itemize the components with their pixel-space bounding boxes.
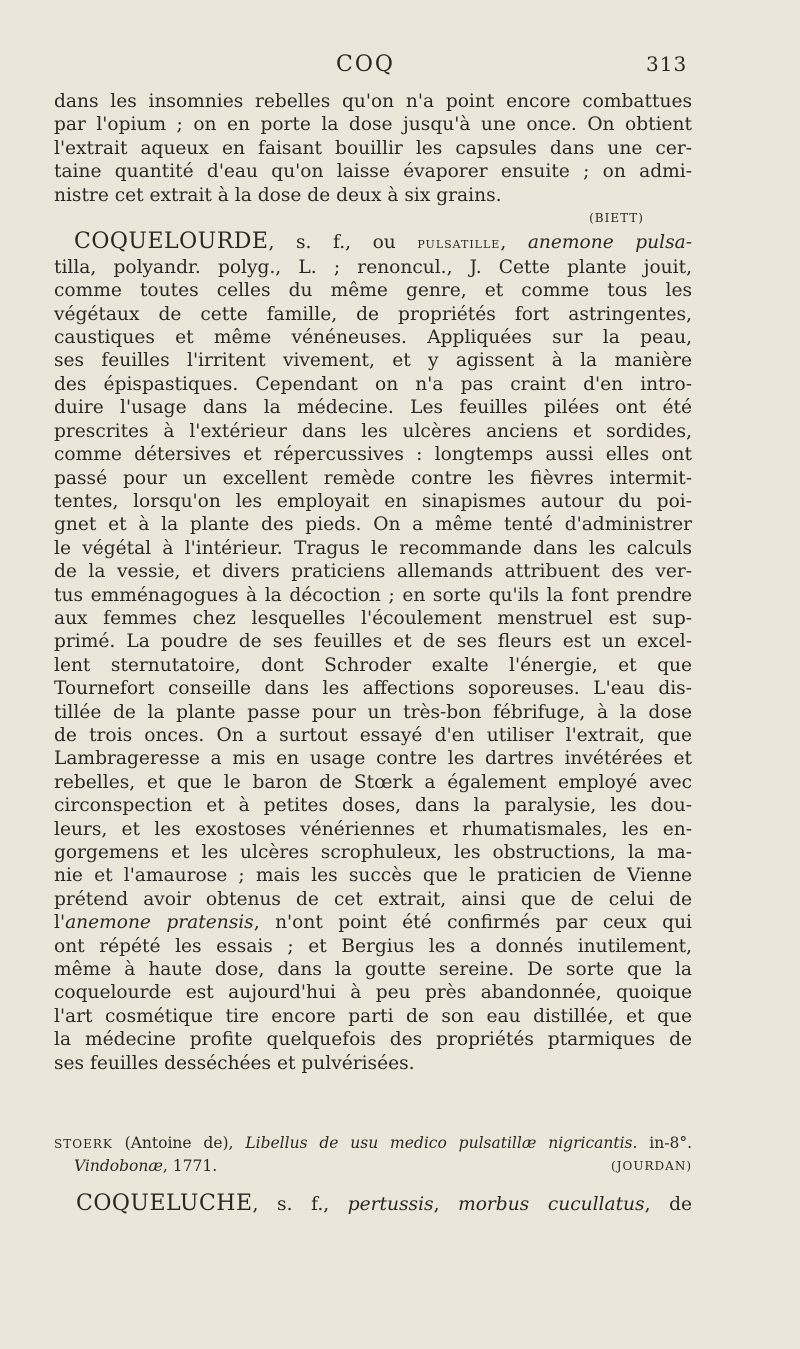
separator: , <box>500 232 528 254</box>
bibliography-title: Libellus de usu medico pulsatillæ nigricantis. <box>245 1134 638 1152</box>
text-line: nistre cet extrait à la dose de deux à six grains. <box>54 184 502 206</box>
text-line: rebelles, et que le baron de Stœrk a également employé avec <box>54 771 692 793</box>
text-line: ses feuilles l'irritent vivement, et y agissent à la manière <box>54 350 692 372</box>
text-line: le végétal à l'intérieur. Tragus le recommande dans les calculs <box>54 537 692 559</box>
page-header <box>0 52 800 82</box>
text-line: leurs, et les exostoses vénériennes et rhumatismales, les en- <box>54 818 692 840</box>
bibliography-signature: (JOURDAN) <box>611 1159 692 1173</box>
text-line: de trois onces. On a surtout essayé d'en utiliser l'extrait, que <box>54 724 692 746</box>
text-line: coquelourde est aujourd'hui à peu près abandonnée, quoique <box>54 982 692 1004</box>
text-line: dans les insomnies rebelles qu'on n'a point encore combattues <box>54 91 692 112</box>
continuation-paragraph <box>54 90 692 207</box>
next-entry-line <box>76 1192 692 1217</box>
separator: , <box>433 1194 459 1215</box>
entry-headword: COQUELOURDE <box>74 229 269 255</box>
text-line: gorgemens et les ulcères scrophuleux, les obstructions, la ma- <box>54 842 692 863</box>
bibliography-note <box>54 1132 692 1177</box>
entry-latin-name: anemone pulsa- <box>527 232 693 254</box>
bibliography-line <box>54 1132 692 1155</box>
text-line: la médecine profite quelquefois des propriétés ptarmiques de <box>54 1029 692 1051</box>
bibliography-format: in-8°. <box>637 1134 692 1152</box>
next-entry-tail: , de <box>644 1194 692 1215</box>
text-line: Tournefort conseille dans les affections soporeuses. L'eau dis- <box>54 678 692 700</box>
text-line: des épispastiques. Cependant on n'a pas craint d'en intro- <box>54 373 692 395</box>
text-line: de la vessie, et divers praticiens allemands attribuent des ver- <box>54 561 692 583</box>
text-line: comme toutes celles du même genre, et comme tous les <box>54 280 692 302</box>
next-entry-latin-1: pertussis <box>347 1194 434 1215</box>
text-line: tilla, polyandr. polyg., L. ; renoncul., J. Cette plante jouit, <box>54 256 692 278</box>
line-rest: , n'ont point été confirmés par ceux qui <box>253 912 692 934</box>
italic-term: anemone pratensis <box>65 912 254 934</box>
text-line: duire l'usage dans la médecine. Les feuilles pilées ont été <box>54 397 692 419</box>
bibliography-place: Vindobonæ <box>74 1157 163 1175</box>
next-entry-latin-2: morbus cucullatus <box>458 1194 645 1215</box>
text-line: gnet et à la plante des pieds. On a même tenté d'administrer <box>54 514 692 536</box>
line-prefix: l' <box>54 912 66 934</box>
text-line: ses feuilles desséchées et pulvérisées. <box>54 1052 415 1074</box>
text-line: l'art cosmétique tire encore parti de son eau distillée, et que <box>54 1005 692 1027</box>
body-text <box>54 90 692 1075</box>
text-line: caustiques et même vénéneuses. Appliquées sur la peau, <box>54 327 692 349</box>
bibliography-author: STOERK <box>54 1137 113 1151</box>
text-line: circonspection et à petites doses, dans la paralysie, les dou- <box>54 795 692 817</box>
text-line: même à haute dose, dans la goutte sereine. De sorte que la <box>54 959 692 981</box>
next-entry-grammar: , s. f., <box>252 1194 348 1215</box>
bibliography-year: , 1771. <box>162 1157 218 1175</box>
text-line: nie et l'amaurose ; mais les succès que le praticien de Vienne <box>54 865 692 887</box>
entry-grammar: , s. f., ou <box>268 232 418 254</box>
text-line: ont répété les essais ; et Bergius les a donnés inutilement, <box>54 935 692 957</box>
text-line: comme détersives et répercussives : longtemps aussi elles ont <box>54 444 692 466</box>
text-line: Lambrageresse a mis en usage contre les dartres invétérées et <box>54 748 692 770</box>
entry-paragraph <box>54 230 692 1075</box>
text-line: lent sternutatoire, dont Schroder exalte l'énergie, et que <box>54 654 692 676</box>
text-line: l'extrait aqueux en faisant bouillir les capsules dans une cer- <box>54 137 692 159</box>
text-line: tus emménagogues à la décoction ; en sorte qu'ils la font prendre <box>54 584 692 606</box>
text-line: primé. La poudre de ses feuilles et de ses fleurs est un excel- <box>54 631 692 653</box>
text-line: prescrites à l'extérieur dans les ulcères anciens et sordides, <box>54 420 692 442</box>
text-line-italic-term <box>54 911 692 934</box>
text-line: aux femmes chez lesquelles l'écoulement menstruel est sup- <box>54 607 692 629</box>
text-line: prétend avoir obtenus de cet extrait, ainsi que de celui de <box>54 888 692 910</box>
text-line: végétaux de cette famille, de propriétés fort astringentes, <box>54 303 692 325</box>
running-head: COQ <box>336 52 395 77</box>
bibliography-line <box>54 1155 692 1177</box>
text-line: tentes, lorsqu'on les employait en sinapismes autour du poi- <box>54 490 692 512</box>
author-signature: (BIETT) <box>589 211 644 226</box>
text-line: taine quantité d'eau qu'on laisse évaporer ensuite ; on admi- <box>54 161 692 183</box>
page-number: 313 <box>646 52 688 76</box>
entry-first-line <box>54 230 692 255</box>
entry-synonym: pulsatille <box>417 234 501 253</box>
next-entry-headword: COQUELUCHE <box>76 1191 253 1216</box>
next-entry <box>76 1192 692 1217</box>
text-line: tillée de la plante passe pour un très-bon fébrifuge, à la dose <box>54 701 692 723</box>
bibliography-author-rest: (Antoine de), <box>112 1134 246 1152</box>
text-line: par l'opium ; on en porte la dose jusqu'à une once. On obtient <box>54 114 692 136</box>
text-line: passé pour un excellent remède contre les fièvres intermit- <box>54 467 692 489</box>
